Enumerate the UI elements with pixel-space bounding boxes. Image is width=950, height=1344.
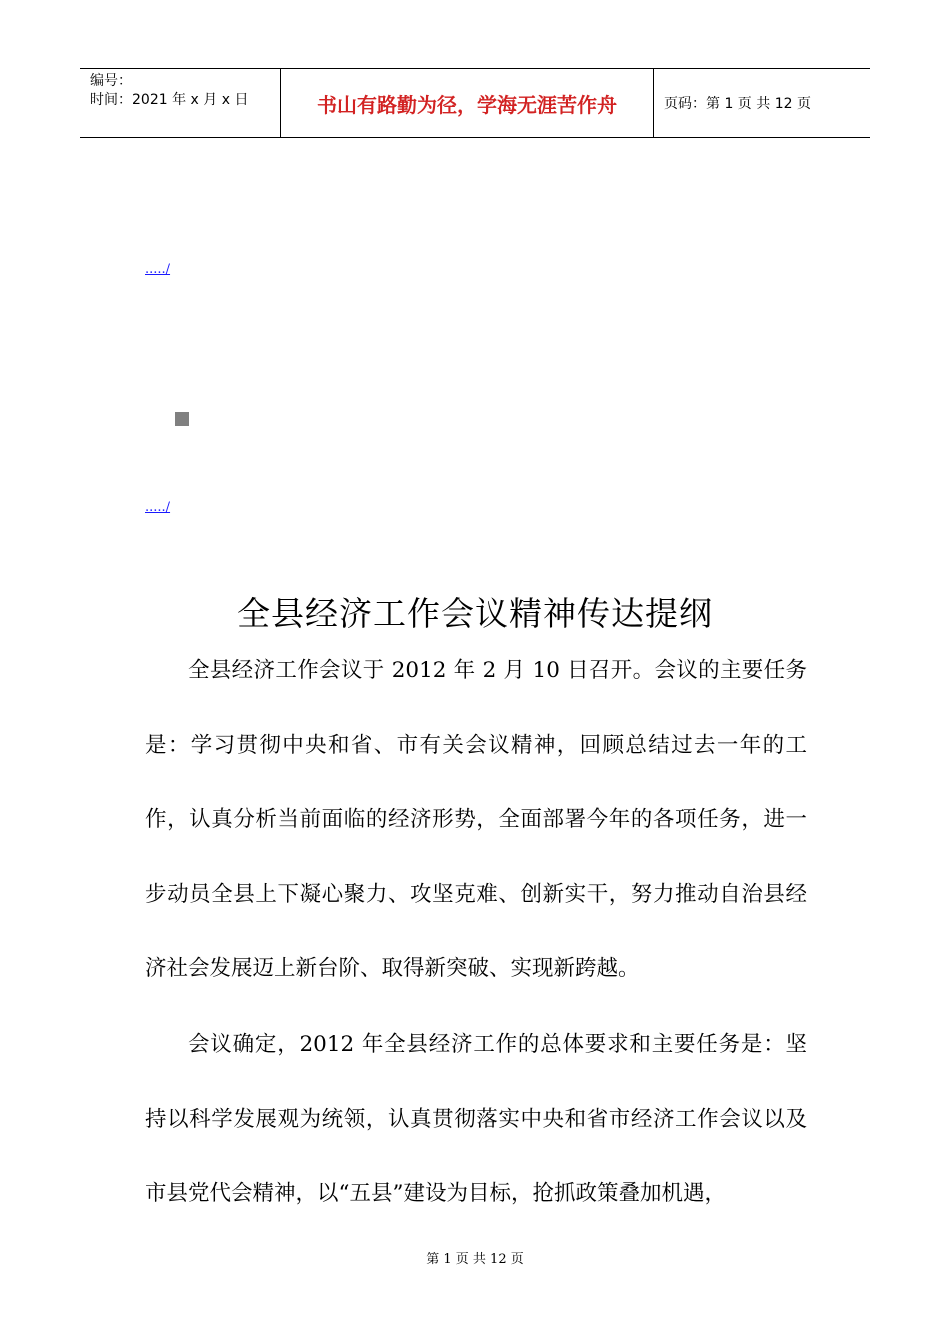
- page-header: [80, 68, 870, 138]
- paragraph-1: 全县经济工作会议于 2012 年 2 月 10 日召开。会议的主要任务是：学习贯彻中央和省、市有关会议精神，回顾总结过去一年的工作，认真分析当前面临的经济形势，全面部署今年的各项任务，进一步动员全县上下凝心聚力、攻坚克难、创新实干，努力推动自治县经济社会发展迈上新台阶、取得新突破、实现新跨越。: [145, 658, 807, 981]
- header-motto: 书山有路勤为径，学海无涯苦作舟: [281, 69, 654, 137]
- gray-square-icon: [175, 412, 189, 426]
- time-label: 时间：2021 年 x 月 x 日: [90, 92, 249, 108]
- dots-link-top[interactable]: ...../: [145, 262, 171, 277]
- header-page-info: 页码：第 1 页 共 12 页: [664, 96, 811, 112]
- number-label: 编号：: [90, 73, 132, 89]
- page-footer: 第 1 页 共 12 页: [426, 1252, 524, 1267]
- paragraph-2: 会议确定，2012 年全县经济工作的总体要求和主要任务是：坚持以科学发展观为统领，认真贯彻落实中央和省市经济工作会议以及市县党代会精神，以“五县”建设为目标，抢抓政策叠加机遇，: [145, 1032, 807, 1206]
- dots-link-bottom[interactable]: ...../: [145, 500, 171, 515]
- document-title: 全县经济工作会议精神传达提纲: [237, 594, 713, 633]
- header-meta: [80, 69, 281, 137]
